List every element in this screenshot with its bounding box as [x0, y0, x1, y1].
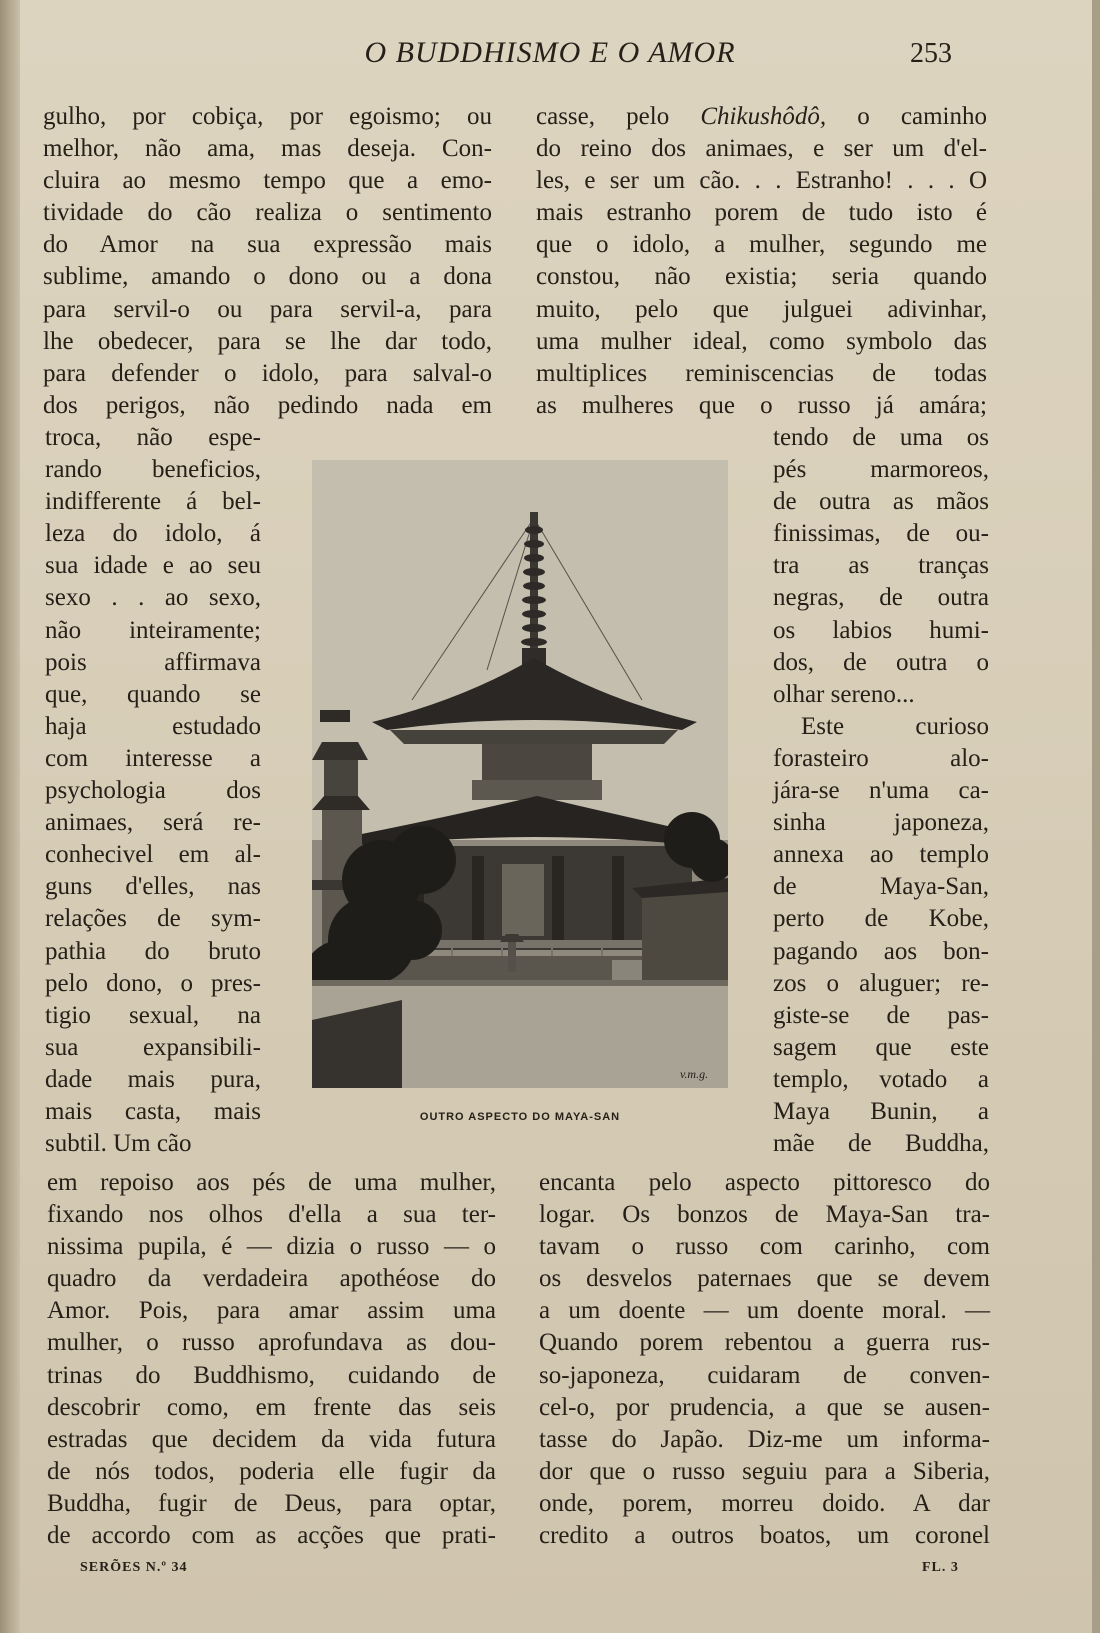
- text-line: multiplices reminiscencias de todas: [536, 359, 987, 387]
- text-line: mulher, o russo aprofundava as dou-: [47, 1329, 496, 1357]
- text-line: pathia do bruto: [45, 937, 261, 965]
- text-line: quadro da verdadeira apothéose do: [47, 1265, 496, 1293]
- text-line: para servil-o ou para servil-a, para: [43, 295, 492, 323]
- text-line: trinas do Buddhismo, cuidando de: [47, 1361, 496, 1389]
- text-line: onde, porem, morreu doido. A dar: [539, 1489, 990, 1517]
- text-line: mais estranho porem de tudo isto é: [536, 199, 987, 227]
- text-line: do reino dos animaes, e ser um d'el-: [536, 135, 987, 163]
- text-line: Buddha, fugir de Deus, para optar,: [47, 1489, 496, 1517]
- left-column-bottom: [47, 1167, 496, 1552]
- photo-signature: v.m.g.: [680, 1067, 709, 1081]
- text-line: rando beneficios,: [45, 456, 261, 484]
- text-line: que, quando se: [45, 680, 261, 708]
- text-line: cel-o, por prudencia, a que se ausen-: [539, 1393, 990, 1421]
- text-line: so-japoneza, cuidaram de conven-: [539, 1361, 990, 1389]
- footer-sheet-mark: FL. 3: [922, 1560, 959, 1575]
- text-line: tendo de uma os: [773, 424, 989, 451]
- text-line: nissima pupila, é — dizia o russo — o: [47, 1233, 496, 1261]
- text-line: uma mulher ideal, como symbolo das: [536, 327, 987, 355]
- text-line: perto de Kobe,: [773, 905, 989, 933]
- text-line: conhecivel em al-: [45, 841, 261, 869]
- text-line: as mulheres que o russo já amára;: [536, 391, 987, 419]
- text-fragment: casse, pelo: [536, 103, 701, 130]
- right-column-bottom: [539, 1167, 990, 1552]
- left-column-narrow: [45, 422, 261, 1160]
- text-line: mais casta, mais: [45, 1097, 261, 1125]
- text-line: lhe obedecer, para se lhe dar todo,: [43, 327, 492, 355]
- text-line: pelo dono, o pres-: [45, 969, 261, 997]
- text-line: olhar sereno...: [773, 680, 915, 708]
- text-line: tavam o russo com carinho, com: [539, 1233, 990, 1261]
- text-line: tasse do Japão. Diz-me um informa-: [539, 1425, 990, 1453]
- figure-caption: OUTRO ASPECTO DO MAYA-SAN: [419, 1111, 621, 1123]
- text-line: sua expansibili-: [45, 1033, 261, 1061]
- text-line: mãe de Buddha,: [773, 1130, 989, 1158]
- text-line: Quando porem rebentou a guerra rus-: [539, 1329, 990, 1357]
- text-line: troca, não espe-: [45, 424, 261, 451]
- italic-term: Chikushôdô,: [700, 103, 827, 130]
- text-line: sua idade e ao seu: [45, 552, 261, 580]
- text-line: do Amor na sua expressão mais: [43, 231, 492, 259]
- text-line: estradas que decidem da vida futura: [47, 1425, 496, 1453]
- text-line: que o idolo, a mulher, segundo me: [536, 231, 987, 259]
- text-line: melhor, não ama, mas deseja. Con-: [43, 135, 492, 163]
- text-line: giste-se de pas-: [773, 1001, 989, 1029]
- text-line: logar. Os bonzos de Maya-San tra-: [539, 1201, 990, 1229]
- text-line: constou, não existia; seria quando: [536, 263, 987, 291]
- text-line: dos perigos, não pedindo nada em: [43, 391, 492, 419]
- text-line: em repoiso aos pés de uma mulher,: [47, 1169, 496, 1196]
- text-line: les, e ser um cão. . . Estranho! . . . O: [536, 167, 987, 195]
- page-edge: [1092, 0, 1100, 1633]
- text-fragment: o caminho: [826, 103, 987, 130]
- text-line: os labios humi-: [773, 616, 989, 644]
- text-line: para defender o idolo, para salval-o: [43, 359, 492, 387]
- text-line: guns d'elles, nas: [45, 873, 261, 901]
- text-line: gulho, por cobiça, por egoismo; ou: [43, 103, 492, 130]
- footer-signature: SERÕES N.º 34: [80, 1560, 188, 1575]
- text-line: subtil. Um cão: [45, 1130, 192, 1158]
- text-line: [536, 101, 987, 133]
- text-line: sublime, amando o dono ou a dona: [43, 263, 492, 291]
- text-line: sagem que este: [773, 1033, 989, 1061]
- text-line: com interesse a: [45, 744, 261, 772]
- text-line: os desvelos paternaes que se devem: [539, 1265, 990, 1293]
- left-column-top: [43, 101, 492, 422]
- text-line: credito a outros boatos, um coronel: [539, 1522, 990, 1550]
- text-line: dor que o russo seguiu para a Siberia,: [539, 1457, 990, 1485]
- text-line: dade mais pura,: [45, 1065, 261, 1093]
- text-line: negras, de outra: [773, 584, 989, 612]
- text-line: tigio sexual, na: [45, 1001, 261, 1029]
- text-line: indifferente á bel-: [45, 488, 261, 516]
- text-line: fixando nos olhos d'ella a sua ter-: [47, 1201, 496, 1229]
- page-number: 253: [910, 38, 952, 69]
- right-column-narrow: [773, 422, 989, 1160]
- text-line: annexa ao templo: [773, 841, 989, 869]
- text-line: de Maya-San,: [773, 873, 989, 901]
- text-line: muito, pelo que julguei adivinhar,: [536, 295, 987, 323]
- text-line: de accordo com as acções que prati-: [47, 1522, 496, 1550]
- pagoda-photograph: [312, 460, 728, 1088]
- text-line: haja estudado: [45, 712, 261, 740]
- text-line: Maya Bunin, a: [773, 1097, 989, 1125]
- text-line: sexo . . ao sexo,: [45, 584, 261, 612]
- text-line: forasteiro alo-: [773, 744, 989, 772]
- text-line: tividade do cão realiza o sentimento: [43, 199, 492, 227]
- text-line: leza do idolo, á: [45, 520, 261, 548]
- running-title: O BUDDHISMO E O AMOR: [364, 36, 736, 69]
- text-line: pois affirmava: [45, 648, 261, 676]
- text-line: Este curioso: [801, 712, 989, 740]
- text-line: relações de sym-: [45, 905, 261, 933]
- text-line: cluira ao mesmo tempo que a emo-: [43, 167, 492, 195]
- text-line: pés marmoreos,: [773, 456, 989, 484]
- text-line: pagando aos bon-: [773, 937, 989, 965]
- text-line: encanta pelo aspecto pittoresco do: [539, 1169, 990, 1196]
- text-line: descobrir como, em frente das seis: [47, 1393, 496, 1421]
- text-line: de nós todos, poderia elle fugir da: [47, 1457, 496, 1485]
- text-line: psychologia dos: [45, 777, 261, 805]
- text-line: tra as tranças: [773, 552, 989, 580]
- text-line: não inteiramente;: [45, 616, 261, 644]
- text-line: de outra as mãos: [773, 488, 989, 516]
- text-line: templo, votado a: [773, 1065, 989, 1093]
- text-line: zos o aluguer; re-: [773, 969, 989, 997]
- right-column-top: [536, 101, 987, 422]
- text-line: dos, de outra o: [773, 648, 989, 676]
- book-spine-shadow: [0, 0, 20, 1633]
- text-line: animaes, será re-: [45, 809, 261, 837]
- text-line: jára-se n'uma ca-: [773, 777, 989, 805]
- text-line: a um doente — um doente moral. —: [539, 1297, 990, 1325]
- text-line: finissimas, de ou-: [773, 520, 989, 548]
- text-line: sinha japoneza,: [773, 809, 989, 837]
- text-line: Amor. Pois, para amar assim uma: [47, 1297, 496, 1325]
